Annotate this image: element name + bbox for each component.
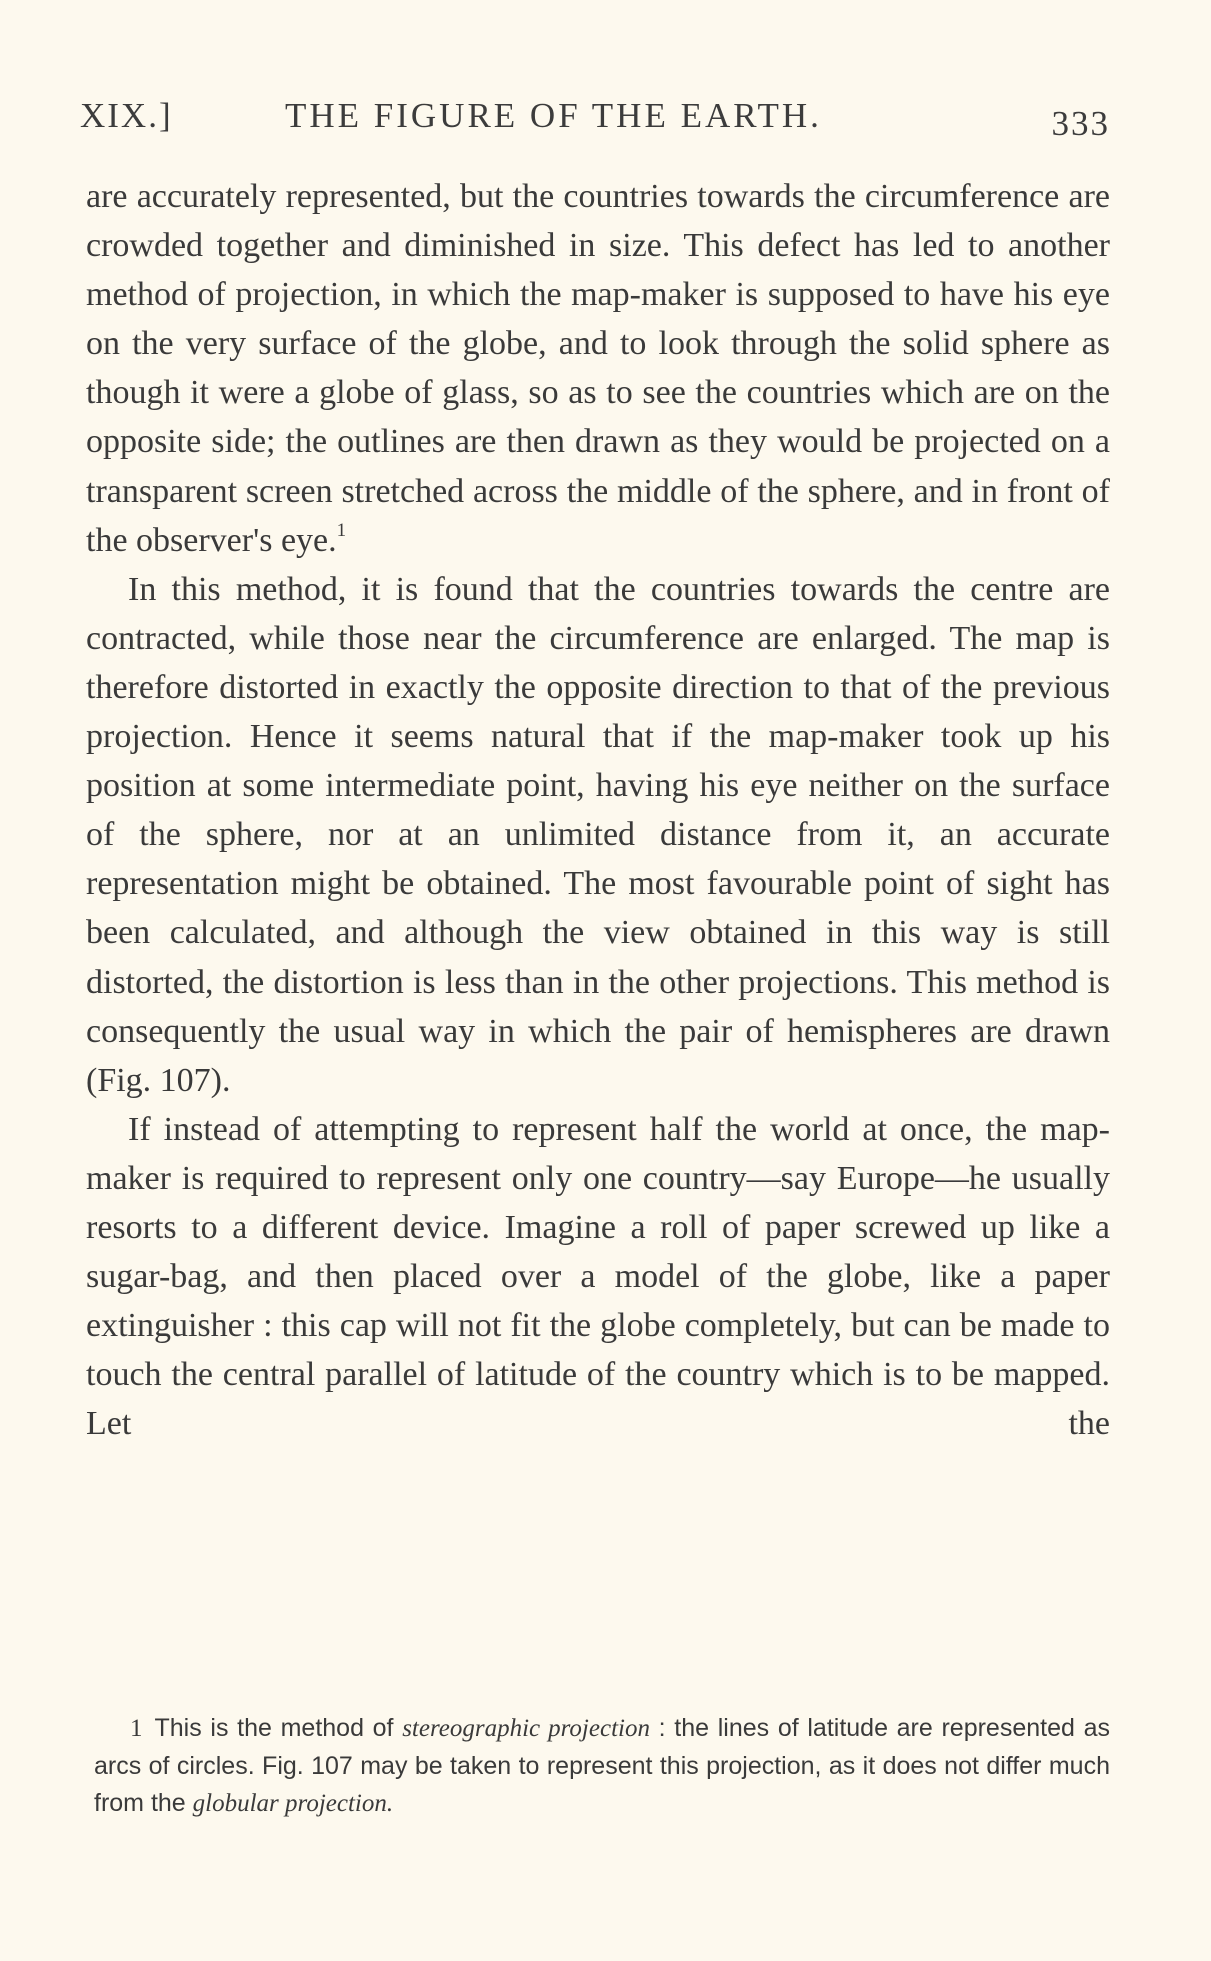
footnote-term-stereographic: stereographic projection xyxy=(402,1715,650,1742)
chapter-number: XIX.] xyxy=(80,96,173,135)
footnote-term-globular: globular projection. xyxy=(192,1789,394,1817)
running-head xyxy=(80,96,1110,146)
footnote-reference[interactable]: 1 xyxy=(336,519,347,541)
paragraph-1-text: are accurately represented, but the countries towards the circumference are crowded together and diminished in size. This defect has led to another method of projection, in which the map-maker is supposed to have his eye on the very surface of the globe, and to look through the solid sphere as though it were a globe of glass, so as to see the countries which are on the opposite side; the outlines are then drawn as they would be projected on a transparent screen stretched across the middle of the sphere, and in front of the observer's eye. xyxy=(86,178,1110,559)
footnote-text-2: : the lines of latitude are represented as arcs of circles. Fig. 107 may be taken to represent this projection, as it does not differ much from the xyxy=(94,1714,1110,1817)
chapter-title: THE FIGURE OF THE EARTH. xyxy=(285,96,822,135)
paragraph-1 xyxy=(86,172,1110,565)
paragraph-3: If instead of attempting to represent half the world at once, the map-maker is required to represent only one country—say Europe—he usually resorts to a different device. Imagine a roll of paper screwed up like a sugar-bag, and then placed over a model of the globe, like a paper extinguisher : this cap will not fit the globe completely, but can be made to touch the central parallel of latitude of the country which is to be mapped. Let the xyxy=(86,1110,1110,1443)
paragraph-2: In this method, it is found that the countries towards the centre are contracted, while those near the circumference are enlarged. The map is therefore distorted in exactly the opposite direction to that of the previous projection. Hence it seems natural that if the map-maker took up his position at some intermediate point, having his eye neither on the surface of the sphere, nor at an unlimited distance from it, an accurate representation might be obtained. The most favourable point of sight has been calculated, and although the view obtained in this way is still distorted, the distortion is less than in the other projections. This method is consequently the usual way in which the pair of hemispheres are drawn (Fig. 107). xyxy=(86,570,1110,1099)
footnote xyxy=(94,1710,1110,1822)
page-number: 333 xyxy=(1051,104,1110,143)
footnote-text-1: This is the method of xyxy=(154,1714,394,1742)
footnote-marker: 1 xyxy=(130,1715,143,1742)
body-text xyxy=(86,172,1110,1448)
footnote-paragraph xyxy=(94,1710,1110,1822)
